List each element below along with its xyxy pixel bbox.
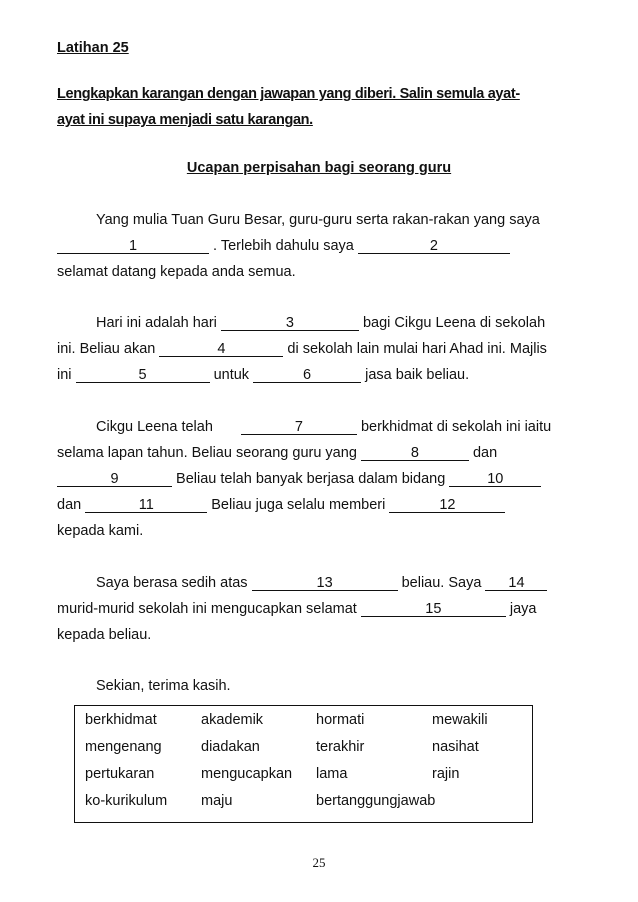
essay-line <box>57 575 614 591</box>
essay-text: jasa baik beliau. <box>365 367 470 383</box>
answer-blank-14[interactable]: 14 <box>485 576 547 591</box>
essay-text: selamat datang kepada anda semua. <box>57 264 296 280</box>
word-bank-item: mewakili <box>432 712 488 728</box>
word-bank-item: hormati <box>316 712 365 728</box>
essay-line <box>57 471 575 487</box>
essay-line <box>57 341 575 357</box>
page-number: 25 <box>312 855 326 870</box>
essay-line <box>57 627 575 643</box>
instruction-line-1: Lengkapkan karangan dengan jawapan yang diberi. Salin semula ayat- <box>57 86 520 102</box>
word-bank-item: lama <box>316 766 348 782</box>
essay-line <box>57 367 575 383</box>
word-bank-item: nasihat <box>432 739 479 755</box>
answer-blank-2[interactable]: 2 <box>358 239 510 254</box>
essay-text: kepada kami. <box>57 523 144 539</box>
essay-line <box>57 445 575 461</box>
essay-text: Beliau telah banyak berjasa dalam bidang <box>176 471 446 487</box>
essay-text: Yang mulia Tuan Guru Besar, guru-guru serta rakan-rakan yang saya <box>96 212 540 228</box>
essay-text: selama lapan tahun. Beliau seorang guru yang <box>57 445 357 461</box>
answer-blank-4[interactable]: 4 <box>159 342 283 357</box>
essay-text: . Terlebih dahulu saya <box>213 238 354 254</box>
essay-text: dan <box>472 445 498 461</box>
essay-text: jaya <box>509 601 537 617</box>
word-bank <box>74 705 533 823</box>
essay-text: ini. Beliau akan <box>57 341 156 357</box>
essay-line <box>57 238 575 254</box>
essay-title: Ucapan perpisahan bagi seorang guru <box>186 160 452 176</box>
essay-line <box>57 315 575 331</box>
word-bank-item: mengenang <box>85 739 162 755</box>
essay-text: di sekolah lain mulai hari Ahad ini. Majlis <box>287 341 547 357</box>
word-bank-item: berkhidmat <box>85 712 157 728</box>
essay-text: Saya berasa sedih atas <box>96 575 248 591</box>
essay-text: beliau. Saya <box>401 575 482 591</box>
exercise-title: Latihan 25 <box>57 40 129 56</box>
word-bank-item: akademik <box>201 712 264 728</box>
essay-text: Hari ini adalah hari <box>96 315 217 331</box>
answer-blank-10[interactable]: 10 <box>449 472 541 487</box>
essay-text: dan <box>57 497 82 513</box>
essay-text: berkhidmat di sekolah ini iaitu <box>360 419 552 435</box>
answer-blank-6[interactable]: 6 <box>253 368 361 383</box>
essay-text: kepada beliau. <box>57 627 152 643</box>
essay-text: murid-murid sekolah ini mengucapkan selamat <box>57 601 357 617</box>
word-bank-item: maju <box>201 793 233 809</box>
essay-text: Beliau juga selalu memberi <box>211 497 386 513</box>
word-bank-item: bertanggungjawab <box>316 793 436 809</box>
answer-blank-11[interactable]: 11 <box>85 498 207 513</box>
closing-text: Sekian, terima kasih. <box>96 678 231 694</box>
instruction-line-2: ayat ini supaya menjadi satu karangan. <box>57 112 313 128</box>
essay-line <box>57 601 575 617</box>
word-bank-item: terakhir <box>316 739 365 755</box>
essay-line <box>57 523 575 539</box>
answer-blank-12[interactable]: 12 <box>389 498 505 513</box>
essay-line <box>57 497 575 513</box>
essay-text: ini <box>57 367 72 383</box>
answer-blank-3[interactable]: 3 <box>221 316 359 331</box>
word-bank-item: pertukaran <box>85 766 155 782</box>
answer-blank-9[interactable]: 9 <box>57 472 172 487</box>
answer-blank-15[interactable]: 15 <box>361 602 506 617</box>
answer-blank-1[interactable]: 1 <box>57 239 209 254</box>
word-bank-item: rajin <box>432 766 460 782</box>
word-bank-item: ko-kurikulum <box>85 793 168 809</box>
word-bank-item: mengucapkan <box>201 766 293 782</box>
answer-blank-13[interactable]: 13 <box>252 576 398 591</box>
essay-line <box>57 264 575 280</box>
essay-line <box>57 212 614 228</box>
closing-line <box>57 678 614 694</box>
answer-blank-7[interactable]: 7 <box>241 420 357 435</box>
essay-line <box>57 419 575 435</box>
answer-blank-8[interactable]: 8 <box>361 446 469 461</box>
word-bank-item: diadakan <box>201 739 260 755</box>
essay-text: untuk <box>213 367 250 383</box>
essay-text: bagi Cikgu Leena di sekolah <box>362 315 546 331</box>
answer-blank-5[interactable]: 5 <box>76 368 210 383</box>
essay-text: Cikgu Leena telah <box>96 419 213 435</box>
